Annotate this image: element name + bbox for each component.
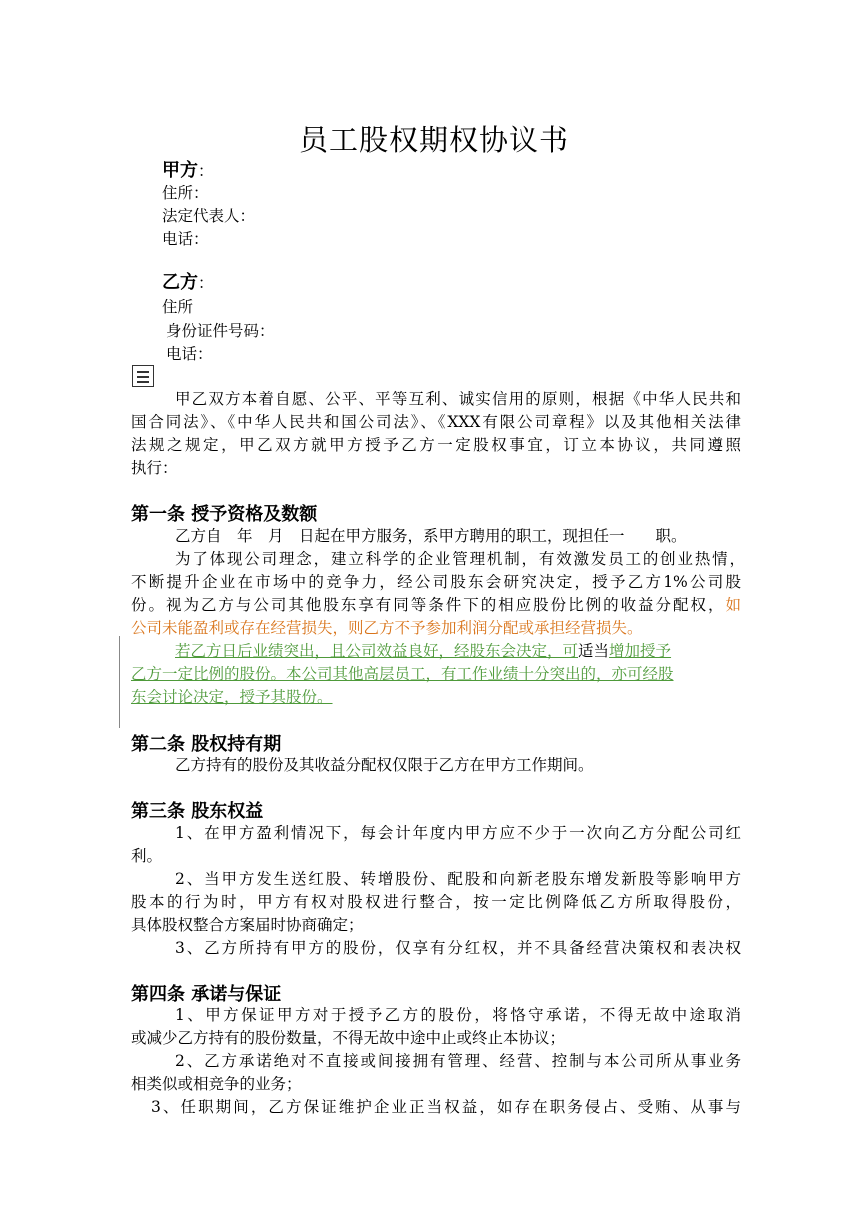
inserted-text: 若乙方日后业绩突出，且公司效益良好，经股东会决定，可 (175, 642, 579, 660)
article-2-para-1: 乙方持有的股份及其收益分配权仅限于乙方在甲方工作期间。 (175, 756, 594, 774)
inserted-text-line: 乙方一定比例的股份。本公司其他高层员工，有工作业绩十分突出的，亦可经股 (131, 665, 674, 683)
party-b-heading (162, 272, 214, 294)
article-3-para-2-line-3: 具体股权整合方案届时协商确定； (131, 916, 364, 934)
article-1-heading: 第一条 授予资格及数额 (131, 504, 318, 525)
preamble-line-2: 国合同法》、《中华人民共和国公司法》、《XXX有限公司章程》以及其他相关法律 (131, 413, 741, 431)
article-1-para-2-line-1: 为了体现公司理念，建立科学的企业管理机制，有效激发员工的创业热情， (175, 550, 745, 568)
article-1-para-2-line-3-text: 份。视为乙方与公司其他股东享有同等条件下的相应股份比例的收益分配权， (131, 596, 726, 614)
article-3-para-2-line-1: 2、当甲方发生送红股、转增股份、配股和向新老股东增发新股等影响甲方 (175, 870, 741, 888)
article-3-para-1-line-1: 1、在甲方盈利情况下，每会计年度内甲方应不少于一次向乙方分配公司红 (175, 824, 741, 842)
party-b-address: 住所 (162, 298, 194, 316)
article-3-para-2-line-2: 股本的行为时，甲方有权对股权进行整合，按一定比例降低乙方所取得股份， (131, 893, 741, 911)
article-1-para-3-line-1 (175, 640, 671, 662)
preamble-line-4: 执行： (131, 459, 178, 477)
article-4-para-1-line-2: 或减少乙方持有的股份数量，不得无故中途中止或终止本协议； (131, 1029, 566, 1047)
inserted-text-line: 东会讨论决定，授予其股份。 (131, 688, 333, 706)
party-a-legal-rep: 法定代表人： (162, 207, 256, 225)
article-2-heading: 第二条 股权持有期 (131, 734, 282, 755)
party-b-label: 乙方 (162, 272, 198, 293)
party-a-label: 甲方 (162, 160, 198, 181)
list-lines-icon[interactable] (132, 365, 154, 387)
article-1-para-3-normal: 适当 (578, 642, 610, 660)
article-1-para-2-line-3 (131, 594, 741, 616)
article-3-para-3: 3、乙方所持有甲方的股份，仅享有分红权，并不具备经营决策权和表决权 (175, 939, 741, 957)
article-4-para-1-line-1: 1、甲方保证甲方对于授予乙方的股份，将恪守承诺，不得无故中途取消 (175, 1006, 741, 1024)
party-b-phone: 电话： (166, 345, 213, 363)
party-a-phone: 电话： (162, 230, 209, 248)
preamble-line-1: 甲乙双方本着自愿、公平、平等互利、诚实信用的原则，根据《中华人民共和 (175, 390, 741, 408)
article-4-para-2-line-1: 2、乙方承诺绝对不直接或间接拥有管理、经营、控制与本公司所从事业务 (175, 1052, 741, 1070)
inserted-text: 增加授予 (609, 642, 672, 660)
deleted-text: 如 (725, 596, 741, 614)
article-1-para-2-line-2: 不断提升企业在市场中的竞争力，经公司股东会研究决定，授予乙方1%公司股 (131, 573, 741, 591)
article-3-para-1-line-2: 利。 (131, 847, 163, 865)
preamble-line-3: 法规之规定，甲乙双方就甲方授予乙方一定股权事宜，订立本协议，共同遵照 (131, 436, 741, 454)
article-3-heading: 第三条 股东权益 (131, 801, 264, 822)
article-4-para-2-line-2: 相类似或相竞争的业务； (131, 1075, 302, 1093)
deleted-text-line: 公司未能盈利或存在经营损失，则乙方不予参加利润分配或承担经营损失。 (131, 619, 643, 637)
party-a-colon: ： (198, 162, 214, 180)
article-4-heading: 第四条 承诺与保证 (131, 984, 282, 1005)
party-a-address: 住所： (162, 184, 209, 202)
party-a-heading (162, 160, 214, 182)
article-4-para-3: 3、任职期间，乙方保证维护企业正当权益，如存在职务侵占、受贿、从事与 (151, 1098, 741, 1116)
document-title: 员工股权期权协议书 (298, 123, 569, 157)
party-b-colon: ： (198, 274, 214, 292)
party-b-id-number: 身份证件号码： (166, 322, 275, 340)
article-1-para-1: 乙方自 年 月 日起在甲方服务，系甲方聘用的职工，现担任一 职。 (175, 527, 687, 545)
change-bar (119, 636, 120, 728)
